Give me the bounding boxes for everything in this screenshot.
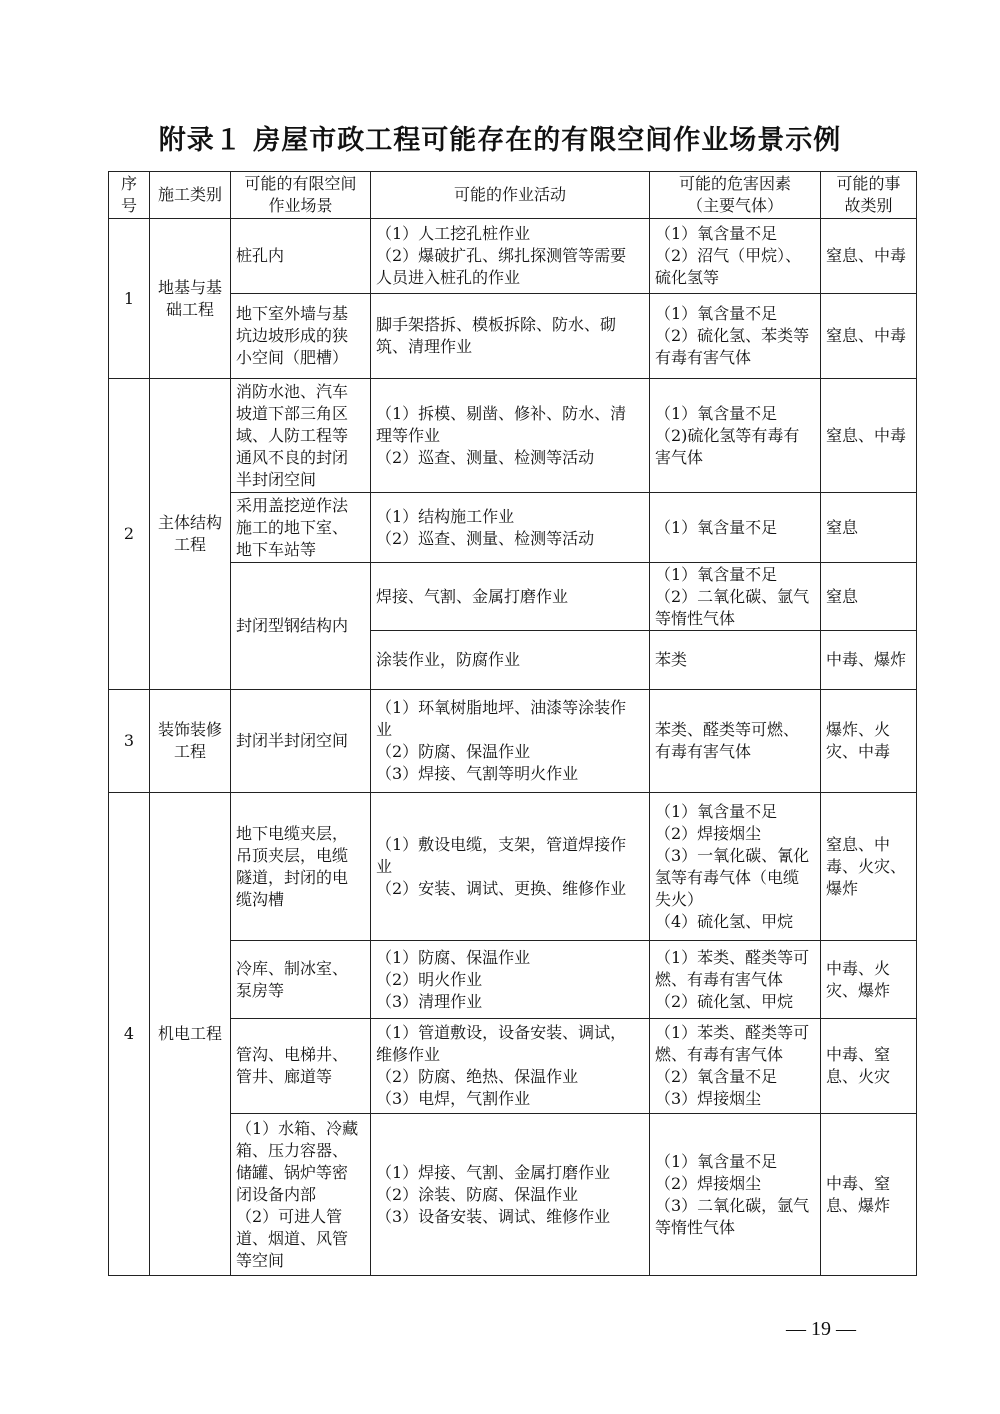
- accident-cell: 窒息: [821, 493, 917, 563]
- accident-cell: 窒息、中毒: [821, 294, 917, 379]
- page-title: 附录１ 房屋市政工程可能存在的有限空间作业场景示例: [158, 125, 842, 156]
- activity-cell: （1）管道敷设，设备安装、调试， 维修作业 （2）防腐、绝热、保温作业 （3）电焊，气割作业: [371, 1019, 650, 1114]
- category-cell: 地基与基 础工程: [150, 219, 231, 379]
- scene-cell: 管沟、电梯井、 管井、廊道等: [231, 1019, 371, 1114]
- table-row: [109, 793, 917, 941]
- table-row: [109, 1114, 917, 1276]
- table-row: [109, 379, 917, 493]
- table-row: [109, 563, 917, 631]
- table-row: [109, 1019, 917, 1114]
- hazard-cell: （1）氧含量不足: [650, 493, 821, 563]
- accident-cell: 中毒、爆炸: [821, 631, 917, 690]
- page-number: — 19 —: [786, 1318, 856, 1340]
- hazard-cell: （1）氧含量不足 （2）沼气（甲烷）、 硫化氢等: [650, 219, 821, 294]
- hazard-cell: （1）氧含量不足 （2）焊接烟尘 （3）一氧化碳、氰化 氢等有毒气体（电缆 失火） （4）硫化氢、甲烷: [650, 793, 821, 941]
- scene-cell: 封闭半封闭空间: [231, 690, 371, 793]
- scene-cell: （1）水箱、冷藏 箱、压力容器、 储罐、锅炉等密 闭设备内部 （2）可进人管 道、烟道、风管 等空间: [231, 1114, 371, 1276]
- activity-cell: （1）焊接、气割、金属打磨作业 （2）涂装、防腐、保温作业 （3）设备安装、调试、维修作业: [371, 1114, 650, 1276]
- table-row: [109, 294, 917, 379]
- seq-cell: 4: [109, 793, 150, 1276]
- accident-cell: 爆炸、火 灾、中毒: [821, 690, 917, 793]
- accident-cell: 窒息: [821, 563, 917, 631]
- category-cell: 主体结构 工程: [150, 379, 231, 690]
- activity-cell: 涂装作业，防腐作业: [371, 631, 650, 690]
- header-activity: 可能的作业活动: [371, 172, 650, 219]
- accident-cell: 窒息、中毒: [821, 219, 917, 294]
- category-cell: 机电工程: [150, 793, 231, 1276]
- accident-cell: 中毒、窒 息、火灾: [821, 1019, 917, 1114]
- activity-cell: （1）防腐、保温作业 （2）明火作业 （3）清理作业: [371, 941, 650, 1019]
- accident-cell: 中毒、窒 息、爆炸: [821, 1114, 917, 1276]
- scene-cell: 地下电缆夹层， 吊顶夹层，电缆 隧道，封闭的电 缆沟槽: [231, 793, 371, 941]
- activity-cell: 焊接、气割、金属打磨作业: [371, 563, 650, 631]
- header-category: 施工类别: [150, 172, 231, 219]
- hazard-cell: （1）氧含量不足 （2)硫化氢等有毒有 害气体: [650, 379, 821, 493]
- scene-cell: 消防水池、汽车 坡道下部三角区 域、人防工程等 通风不良的封闭 半封闭空间: [231, 379, 371, 493]
- hazard-cell: （1）氧含量不足 （2）焊接烟尘 （3）二氧化碳，氩气 等惰性气体: [650, 1114, 821, 1276]
- seq-cell: 2: [109, 379, 150, 690]
- scene-cell: 封闭型钢结构内: [231, 563, 371, 690]
- accident-cell: 中毒、火 灾、爆炸: [821, 941, 917, 1019]
- accident-cell: 窒息、中毒: [821, 379, 917, 493]
- header-hazard: 可能的危害因素 （主要气体）: [650, 172, 821, 219]
- activity-cell: （1）拆模、剔凿、修补、防水、清 理等作业 （2）巡查、测量、检测等活动: [371, 379, 650, 493]
- header-scene: 可能的有限空间 作业场景: [231, 172, 371, 219]
- scene-cell: 桩孔内: [231, 219, 371, 294]
- table-row: [109, 219, 917, 294]
- accident-cell: 窒息、中 毒、火灾、 爆炸: [821, 793, 917, 941]
- hazard-cell: （1）苯类、醛类等可 燃、有毒有害气体 （2）氧含量不足 （3）焊接烟尘: [650, 1019, 821, 1114]
- hazard-cell: （1）苯类、醛类等可 燃、有毒有害气体 （2）硫化氢、甲烷: [650, 941, 821, 1019]
- category-cell: 装饰装修 工程: [150, 690, 231, 793]
- hazard-cell: 苯类: [650, 631, 821, 690]
- hazard-cell: （1）氧含量不足 （2）硫化氢、苯类等 有毒有害气体: [650, 294, 821, 379]
- activity-cell: （1）结构施工作业 （2）巡查、测量、检测等活动: [371, 493, 650, 563]
- header-row: [109, 172, 917, 219]
- confined-space-table: [108, 171, 917, 1276]
- header-accident: 可能的事 故类别: [821, 172, 917, 219]
- scene-cell: 地下室外墙与基 坑边坡形成的狭 小空间（肥槽）: [231, 294, 371, 379]
- hazard-cell: （1）氧含量不足 （2）二氧化碳、氩气 等惰性气体: [650, 563, 821, 631]
- header-seq: 序 号: [109, 172, 150, 219]
- seq-cell: 1: [109, 219, 150, 379]
- table-row: [109, 941, 917, 1019]
- activity-cell: （1）敷设电缆，支架，管道焊接作 业 （2）安装、调试、更换、维修作业: [371, 793, 650, 941]
- activity-cell: 脚手架搭拆、模板拆除、防水、砌 筑、清理作业: [371, 294, 650, 379]
- activity-cell: （1）人工挖孔桩作业 （2）爆破扩孔、绑扎探测管等需要 人员进入桩孔的作业: [371, 219, 650, 294]
- table-row: [109, 493, 917, 563]
- hazard-cell: 苯类、醛类等可燃、 有毒有害气体: [650, 690, 821, 793]
- activity-cell: （1）环氧树脂地坪、油漆等涂装作 业 （2）防腐、保温作业 （3）焊接、气割等明火作业: [371, 690, 650, 793]
- scene-cell: 采用盖挖逆作法 施工的地下室、 地下车站等: [231, 493, 371, 563]
- table-row: [109, 690, 917, 793]
- scene-cell: 冷库、制冰室、 泵房等: [231, 941, 371, 1019]
- seq-cell: 3: [109, 690, 150, 793]
